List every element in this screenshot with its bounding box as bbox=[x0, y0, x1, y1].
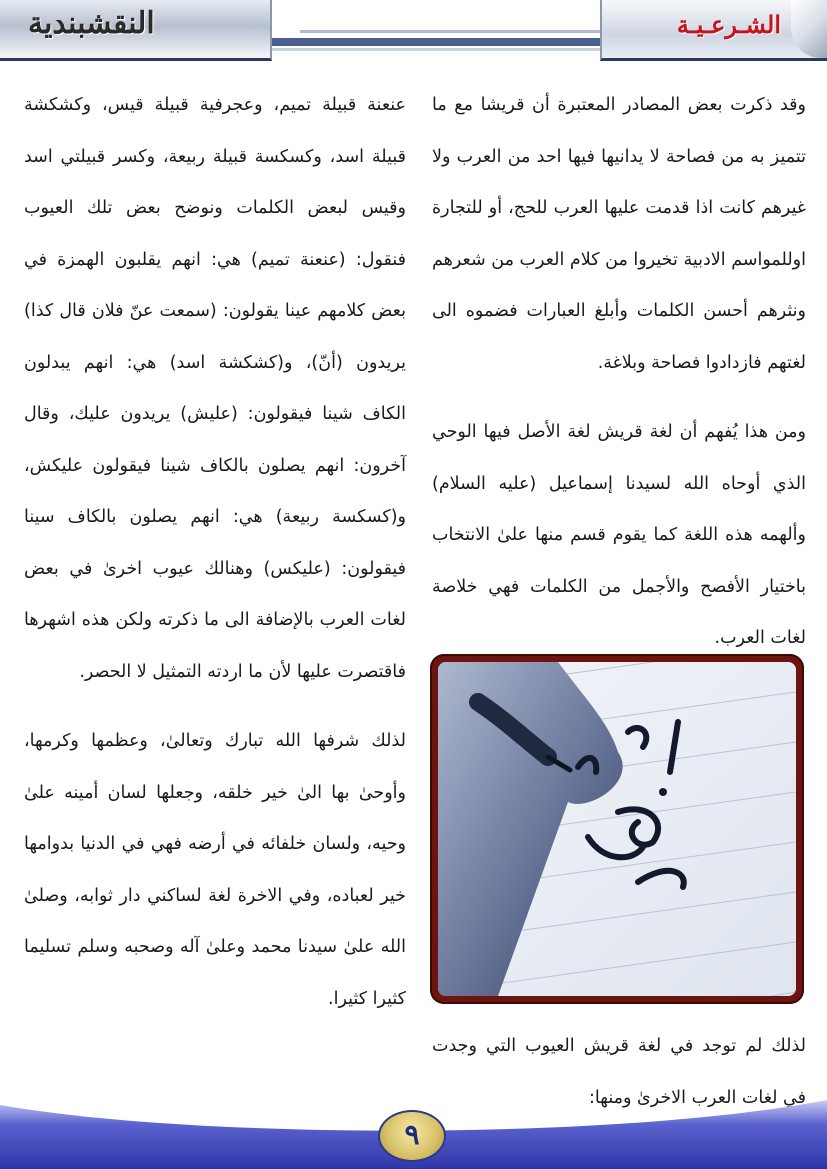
left-column bbox=[24, 80, 406, 1043]
illustration-frame bbox=[430, 654, 804, 1004]
brand-title: النقشبندية bbox=[28, 6, 155, 41]
paragraph: وقد ذكرت بعض المصادر المعتبرة أن قريشا مع ما تتميز به من فصاحة لا يدانيها فيها احد من العرب ولا غيرهم كانت اذا قدمت عليها العرب للحج، أو للتجارة اوللمواسم الادبية تخيروا من كلام العرب من شعرهم ونثرهم أحسن الكلمات وأبلغ العبارات فضموه الى لغتهم فازدادوا فصاحة وبلاغة. bbox=[432, 95, 806, 373]
header-section-panel bbox=[600, 0, 827, 61]
page-header bbox=[0, 0, 827, 60]
pen-writing-image bbox=[438, 662, 796, 996]
calligraphy-photo bbox=[438, 662, 796, 996]
paragraph: عنعنة قبيلة تميم، وعجرفية قبيلة قيس، وكشكشة قبيلة اسد، وكسكسة قبيلة ربيعة، وكسر قبيلتي اسد وقيس لبعض الكلمات ونوضح بعض تلك العيوب فنقول: (عنعنة تميم) هي: انهم يقلبون الهمزة في بعض كلامهم عينا يقولون: (سمعت عنّ فلان قال كذا) يريدون (أنّ)، و(كشكشة اسد) هي: انهم يبدلون الكاف شينا فيقولون: (عليش) يريدون عليك، وقال آخرون: انهم يصلون بالكاف شينا فيقولون عليكش، و(كسكسة ربيعة) هي: انهم يصلون بالكاف سينا فيقولون: (عليكس) وهنالك عيوب اخرىٰ في بعض لغات العرب بالإضافة الى ما ذكرته ولكن هذه اشهرها فاقتصرت عليها لأن ما اردته التمثيل لا الحصر. bbox=[24, 95, 406, 682]
page-number-badge: ٩ bbox=[378, 1110, 446, 1162]
page-curl-decoration bbox=[791, 0, 827, 58]
paragraph: ومن هذا يُفهم أن لغة قريش لغة الأصل فيها الوحي الذي أوحاه الله لسيدنا إسماعيل (عليه السلام) وألهمه هذه اللغة كما يقوم قسم منها علىٰ الانتخاب باختيار الأفصح والأجمل من الكلمات فهي خلاصة لغات العرب. bbox=[432, 422, 806, 648]
header-rule bbox=[240, 0, 660, 58]
right-column bbox=[432, 80, 806, 683]
paragraph: لذلك لم توجد في لغة قريش العيوب التي وجدت في لغات العرب الاخرىٰ ومنها: bbox=[432, 1036, 806, 1108]
paragraph: لذلك شرفها الله تبارك وتعالىٰ، وعظمها وكرمها، وأوحىٰ بها الىٰ خير خلقه، وجعلها لسان أمينه علىٰ وحيه، ولسان خلفائه في أرضه فهي في الدنيا بدوامها خير لعباده، وفي الاخرة لغة لساكني دار ثوابه، وصلىٰ الله علىٰ سيدنا محمد وعلىٰ آله وصحبه وسلم تسليما كثيرا كثيرا. bbox=[24, 731, 406, 1009]
header-brand-panel bbox=[0, 0, 272, 61]
section-title: الشـرعـيـة bbox=[676, 10, 781, 39]
